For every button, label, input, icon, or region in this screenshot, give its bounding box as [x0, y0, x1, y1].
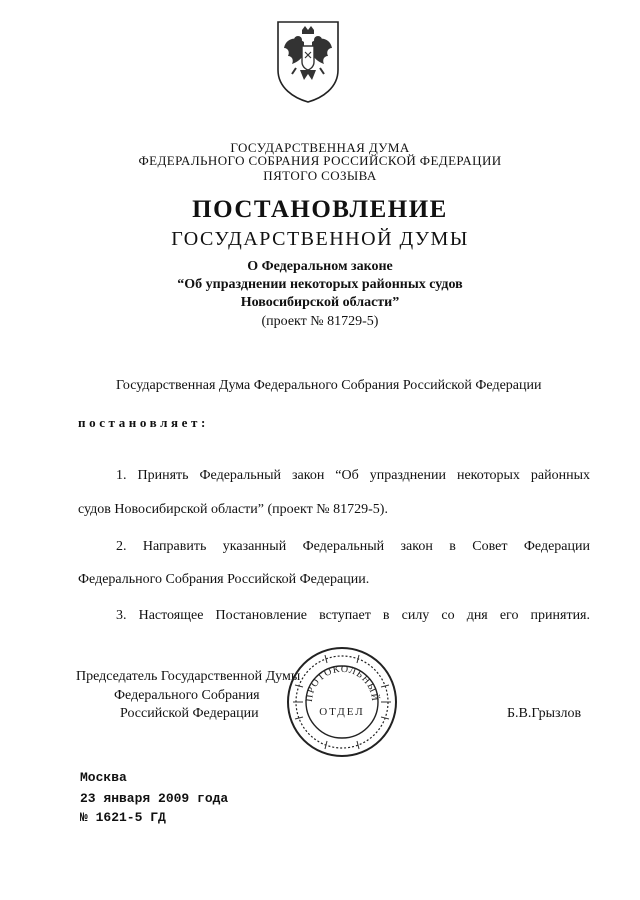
stamp-seal — [285, 645, 399, 759]
stamp-center-text: ОТДЕЛ — [319, 706, 365, 718]
project-number: (проект № 81729-5) — [261, 314, 379, 329]
item-1-line-a: 1. Принять Федеральный закон “Об упразднении некоторых районных — [116, 468, 590, 483]
subject-line-3: Новосибирской области” — [240, 295, 400, 310]
place: Москва — [80, 770, 127, 785]
signature-title-line-3: Российской Федерации — [120, 706, 259, 721]
document-title: ПОСТАНОВЛЕНИЕ — [192, 196, 448, 223]
subject-line-1: О Федеральном законе — [247, 259, 393, 274]
item-2-line-a: 2. Направить указанный Федеральный закон в Совет Федерации — [116, 539, 590, 554]
org-line-1: ГОСУДАРСТВЕННАЯ ДУМА — [230, 140, 410, 155]
stamp-arc-text: ПРОТОКОЛЬНЫЙ — [303, 663, 381, 703]
document-number: № 1621-5 ГД — [80, 810, 166, 825]
date: 23 января 2009 года — [80, 791, 229, 806]
subject-line-2: “Об упразднении некоторых районных судов — [177, 277, 463, 292]
coat-of-arms-icon — [274, 18, 342, 104]
signer-name: Б.В.Грызлов — [507, 706, 582, 721]
document-subtitle: ГОСУДАРСТВЕННОЙ ДУМЫ — [171, 228, 469, 250]
svg-text:ПРОТОКОЛЬНЫЙ — [304, 664, 381, 703]
signature-title-line-2: Федерального Собрания — [114, 688, 260, 703]
item-2-line-b: Федерального Собрания Российской Федерации. — [78, 572, 370, 587]
org-line-3: ПЯТОГО СОЗЫВА — [263, 168, 377, 183]
item-3-line-a: 3. Настоящее Постановление вступает в силу со дня его принятия. — [116, 608, 590, 623]
signature-title-line-1: Председатель Государственной Думы — [76, 669, 301, 684]
preamble: Государственная Дума Федерального Собрания Российской Федерации — [116, 378, 542, 393]
resolves-label: постановляет: — [78, 415, 209, 430]
org-line-2: ФЕДЕРАЛЬНОГО СОБРАНИЯ РОССИЙСКОЙ ФЕДЕРАЦИИ — [138, 153, 502, 168]
item-1-line-b: судов Новосибирской области” (проект № 81729-5). — [78, 502, 388, 517]
